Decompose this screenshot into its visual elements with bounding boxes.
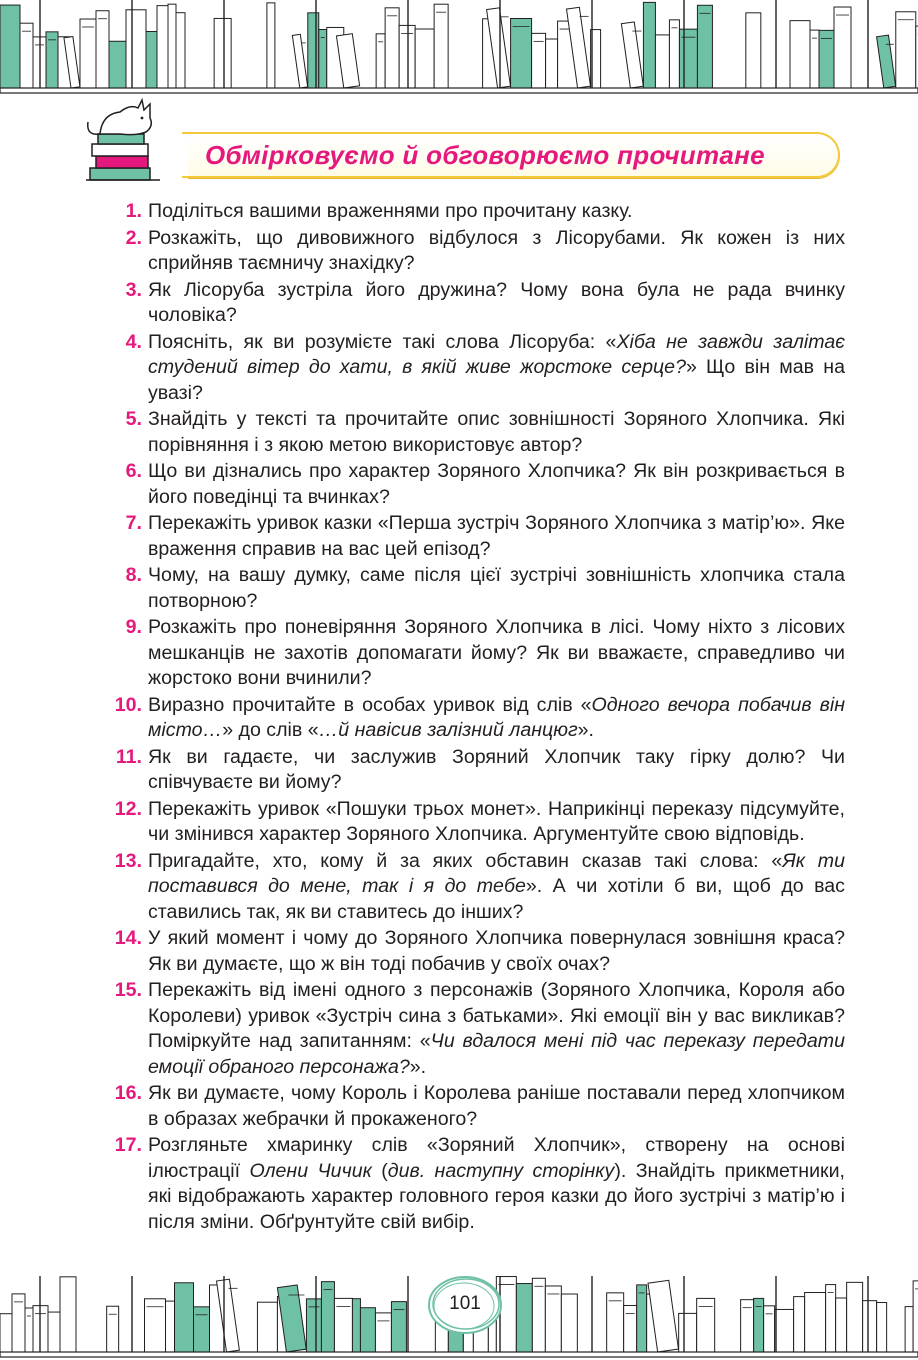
book-spine xyxy=(168,4,176,88)
question-number: 13. xyxy=(114,849,142,872)
question-text xyxy=(148,459,845,510)
book-spine xyxy=(166,1301,175,1352)
question-quote: Як ти поставився до мене, так і я до тебе xyxy=(148,849,845,897)
book-spine xyxy=(790,21,810,88)
book-spine xyxy=(819,30,834,88)
question-number: 17. xyxy=(114,1134,142,1156)
question-item xyxy=(100,693,845,744)
book-spine xyxy=(913,1281,918,1352)
page-number: 101 xyxy=(449,1293,481,1314)
question-text xyxy=(148,199,845,225)
book-spine xyxy=(434,4,448,88)
book-spine xyxy=(321,1282,334,1352)
book-spine xyxy=(48,1312,60,1352)
book-spine xyxy=(319,30,327,88)
book-spine xyxy=(12,1294,25,1352)
questions-list xyxy=(100,199,845,1236)
book-spine xyxy=(375,1313,391,1352)
book-spine xyxy=(532,1278,545,1352)
book-spine xyxy=(292,34,307,88)
book-spine xyxy=(877,35,896,88)
bookshelf-top-icon xyxy=(0,0,918,96)
question-text xyxy=(148,511,845,562)
book-spine xyxy=(257,1302,277,1352)
book-spine xyxy=(176,13,185,88)
question-number: 7. xyxy=(125,512,142,534)
question-item xyxy=(100,226,845,277)
question-number: 16. xyxy=(114,1082,142,1104)
question-text xyxy=(148,615,845,692)
question-text xyxy=(148,278,845,329)
question-number: 6. xyxy=(125,460,142,482)
question-number: 11. xyxy=(115,745,142,768)
book-spine xyxy=(896,12,916,88)
question-text xyxy=(148,407,845,458)
question-number: 2. xyxy=(125,226,142,249)
book-spine xyxy=(60,1277,76,1352)
book-spine xyxy=(516,1284,532,1352)
book-spine xyxy=(826,1285,836,1352)
question-text-part: ». А чи хотіли б ви, щоб до вас ставились так, як ви ставитесь до інших? xyxy=(148,875,845,923)
question-text-part: Як ви гадаєте, чи заслужив Зоряний Хлопчик таку гірку долю? Чи співчуваєте ви йому? xyxy=(148,745,845,793)
book-spine xyxy=(624,1305,637,1352)
question-text xyxy=(148,849,845,926)
question-text-part: » Що він мав на увазі? xyxy=(148,356,845,404)
question-text-part: У який момент і чому до Зоряного Хлопчика повернулася зовнішня краса? Як ви думаєте, що ж він тоді побачив у своїх очах? xyxy=(148,927,845,975)
book-spine xyxy=(399,25,415,88)
question-text-part: Розгляньте хмаринку слів «Зоряний Хлопчик», створену на основі ілюстрації xyxy=(148,1134,845,1182)
book-spine xyxy=(655,35,669,88)
book-spine xyxy=(775,1309,794,1352)
question-text xyxy=(148,226,845,277)
question-text xyxy=(148,1133,845,1235)
question-text-part: Пригадайте, хто, кому й за яких обставин сказав такі слова: « xyxy=(148,849,783,872)
book-spine xyxy=(621,22,643,88)
question-item xyxy=(100,745,845,796)
question-item xyxy=(100,926,845,977)
book-spine xyxy=(847,1282,863,1352)
book-spine xyxy=(679,29,697,88)
question-text xyxy=(148,693,845,744)
book-spine xyxy=(834,7,851,88)
question-item xyxy=(100,330,845,407)
book-spine xyxy=(877,1303,887,1352)
question-number: 9. xyxy=(125,616,142,638)
question-text-part: Знайдіть у тексті та прочитайте опис зовнішності Зоряного Хлопчика. Які порівняння і з якою метою використовує автор? xyxy=(148,408,845,456)
book-spine xyxy=(194,1307,210,1352)
book-spine xyxy=(46,32,58,88)
section-title: Обмірковуємо й обговорюємо прочитане xyxy=(205,140,765,170)
question-number: 14. xyxy=(114,927,142,949)
question-text-part: ». xyxy=(409,1055,427,1078)
question-item xyxy=(100,615,845,692)
book-spine xyxy=(836,1298,847,1352)
book-spine xyxy=(764,1306,775,1352)
question-text-part: Перекажіть від імені одного з персонажів (Зоряного Хлопчика, Короля або Королеви) уривок «Зустріч сина з батьками». Які емоції він у вас викликав? Поміркуйте над запитанням: « xyxy=(148,979,845,1052)
book-spine xyxy=(109,41,126,88)
question-text-part: ( xyxy=(371,1159,388,1182)
book-spine xyxy=(546,39,558,88)
bookshelf-top-decoration xyxy=(0,0,918,96)
question-item xyxy=(100,563,845,614)
book-spine xyxy=(511,18,532,88)
question-item xyxy=(100,1081,845,1132)
question-text xyxy=(148,1081,845,1132)
question-item xyxy=(100,459,845,510)
book-spine xyxy=(0,1314,12,1352)
book-spine xyxy=(0,5,20,88)
book-spine xyxy=(360,1308,375,1352)
question-text-part: Що ви дізнались про характер Зоряного Хлопчика? Як він розкривається в його поведінці та вчинках? xyxy=(148,460,845,508)
book-spine xyxy=(905,1307,913,1352)
book-spine xyxy=(637,1285,647,1352)
question-text xyxy=(148,330,845,407)
question-text-part: Чому, на вашу думку, саме після цієї зустрічі зовнішність хлопчика стала потворною? xyxy=(148,564,845,612)
question-number: 10. xyxy=(114,693,142,716)
book-spine xyxy=(80,19,96,88)
question-item xyxy=(100,1133,845,1235)
question-item xyxy=(100,278,845,329)
book-spine xyxy=(146,32,157,88)
shelf-plank xyxy=(0,1352,918,1357)
book-spine xyxy=(267,3,275,88)
question-text xyxy=(148,797,845,848)
book-spine xyxy=(157,6,168,88)
book-spine xyxy=(415,29,434,88)
question-text xyxy=(148,926,845,977)
book-spine xyxy=(863,1301,877,1352)
question-item xyxy=(100,511,845,562)
question-text xyxy=(148,745,845,796)
book-spine xyxy=(352,1299,360,1352)
question-text-part: Поділіться вашими враженнями про прочитану казку. xyxy=(148,200,633,222)
question-quote: Олени Чичик xyxy=(249,1159,372,1182)
book-spine xyxy=(679,1313,697,1352)
cat-on-books-icon xyxy=(80,96,190,186)
question-item xyxy=(100,797,845,848)
question-number: 4. xyxy=(125,330,142,353)
section-header xyxy=(80,96,850,186)
question-text-part: ). Знайдіть прикметники, які відображають характер головного героя казки до його зустрічі з матір’ю і після зміни. Обґрунтуйте свій вибір. xyxy=(148,1159,845,1233)
question-item xyxy=(100,407,845,458)
question-text-part: Перекажіть уривок «Пошуки трьох монет». Наприкінці переказу підсумуйте, чи змінився характер Зоряного Хлопчика. Аргументуйте свою відповідь. xyxy=(148,797,845,845)
question-item xyxy=(100,849,845,926)
book-spine xyxy=(643,2,655,88)
question-number: 3. xyxy=(125,278,142,301)
book-spine xyxy=(308,13,319,88)
question-text-part: Перекажіть уривок казки «Перша зустріч Зоряного Хлопчика з матір’ю». Яке враження справив на вас цей епізод? xyxy=(148,512,845,560)
question-text xyxy=(148,563,845,614)
book-spine xyxy=(545,1286,561,1352)
question-text-part: ». xyxy=(577,719,594,741)
book-spine xyxy=(805,1293,826,1352)
book-spine xyxy=(25,1308,33,1352)
book-spine xyxy=(561,1294,577,1352)
question-item xyxy=(100,978,845,1080)
book-spine xyxy=(175,1283,194,1352)
book-spine xyxy=(669,20,679,88)
question-number: 15. xyxy=(114,979,142,1001)
question-number: 1. xyxy=(125,200,142,222)
question-quote: Одного вечора побачив він місто… xyxy=(148,693,845,741)
book-spine xyxy=(391,1302,406,1352)
book-spine xyxy=(126,10,146,88)
book-spine xyxy=(746,13,761,88)
question-text-part: Розкажіть, що дивовижного відбулося з Лісорубами. Як кожен із них сприйняв таємничу знахідку? xyxy=(148,226,845,274)
book-spine xyxy=(385,8,399,88)
question-quote: Хіба не завжди залітає студений вітер до хати, в якій живе жорстоке серце? xyxy=(148,330,845,378)
question-text-part: Виразно прочитайте в особах уривок від слів « xyxy=(148,693,592,716)
shelf-plank xyxy=(0,88,918,93)
book-spine xyxy=(697,5,712,88)
question-number: 8. xyxy=(125,564,142,586)
question-item xyxy=(100,199,845,225)
book-spine xyxy=(96,11,109,88)
question-number: 5. xyxy=(125,408,142,430)
question-quote: див. наступну сторінку xyxy=(387,1159,615,1182)
book-spine xyxy=(107,1306,119,1352)
question-text-part: Розкажіть про поневіряння Зоряного Хлопчика в лісі. Чому ніхто з лісових мешканців не захотів допомагати йому? Як ви вважаєте, справедливо чи жорстоко вони вчинили? xyxy=(148,616,845,689)
question-quote: …й навісив залізний ланцюг xyxy=(318,719,578,741)
question-text-part: Поясніть, як ви розумієте такі слова Лісоруба: « xyxy=(148,330,617,353)
book-spine xyxy=(607,1293,624,1352)
question-text-part: Як Лісоруба зустріла його дружина? Чому вона була не рада вчинку чоловіка? xyxy=(148,278,845,326)
question-text-part: » до слів « xyxy=(222,719,319,741)
book-spine xyxy=(810,30,819,88)
book-spine xyxy=(214,18,231,88)
question-number: 12. xyxy=(114,797,142,820)
question-text xyxy=(148,978,845,1080)
book-spine xyxy=(794,1297,805,1352)
question-text-part: Як ви думаєте, чому Король і Королева раніше поставали перед хлопчиком в образах жебрачки й прокаженого? xyxy=(148,1082,845,1130)
question-quote: Чи вдалося мені під час переказу передати емоції обраного персонажа? xyxy=(148,1030,845,1078)
book-spine xyxy=(20,23,33,88)
